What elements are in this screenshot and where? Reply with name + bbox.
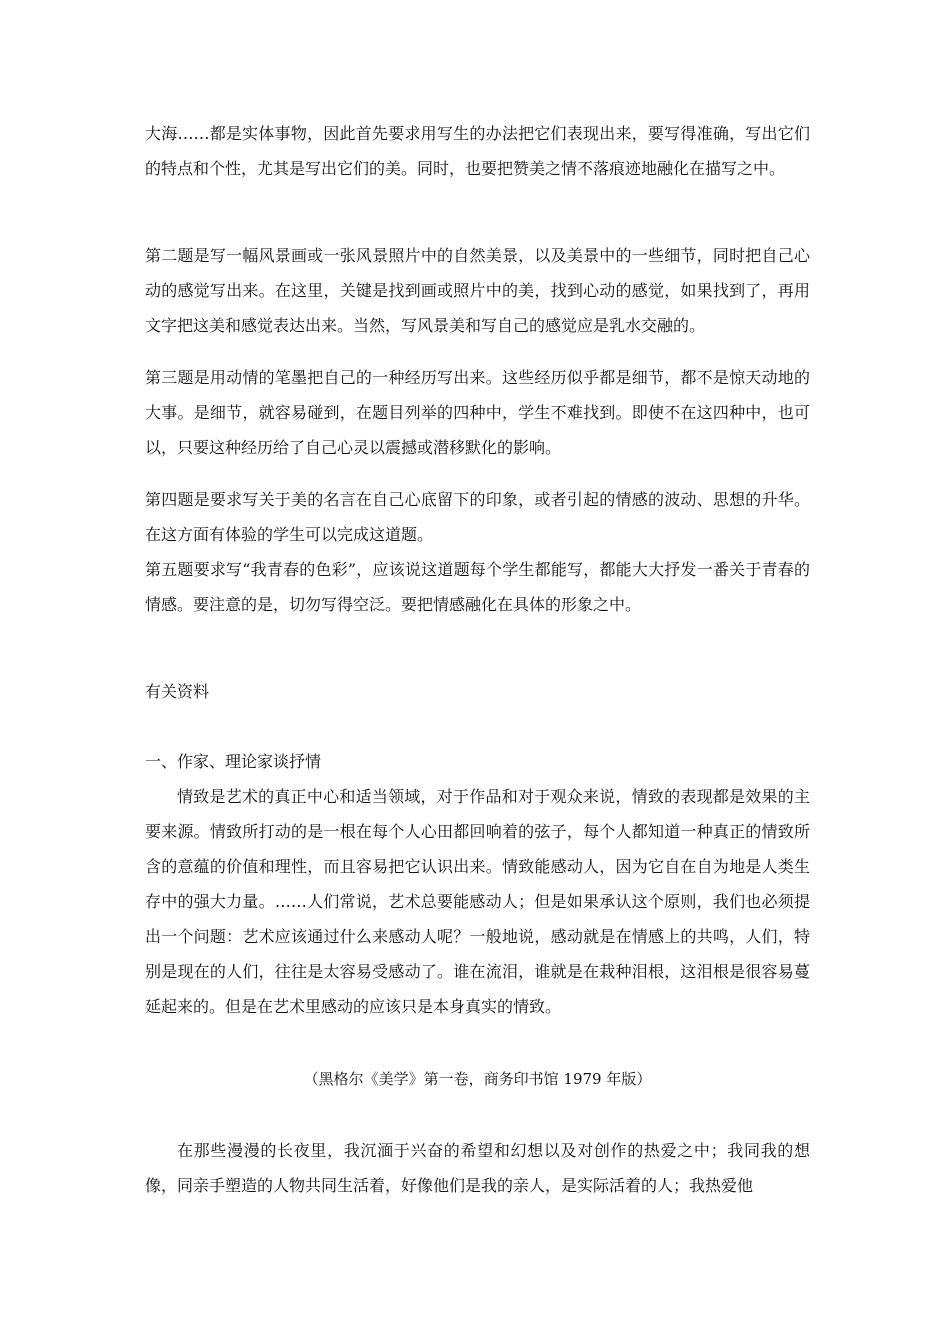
paragraph-fourth-topic: 第四题是要求写关于美的名言在自己心底留下的印象，或者引起的情感的波动、思想的升华。在这方面有体验的学生可以完成这道题。 <box>145 490 810 544</box>
section-title: 有关资料 <box>145 682 210 701</box>
quote-hegel-text: 情致是艺术的真正中心和适当领域，对于作品和对于观众来说，情致的表现都是效果的主要来源。情致所打动的是一根在每个人心田都回响着的弦子，每个人都知道一种真正的情致所含的意蕴的价值和理性，而且容易把它认识出来。情致能感动人，因为它自在自为地是人类生存中的强大力量。……人们常说，艺术总要能感动人；但是如果承认这个原则，我们也必须提出一个问题：艺术应该通过什么来感动人呢？一般地说，感动就是在情感上的共鸣，人们，特别是现在的人们，往往是太容易受感动了。谁在流泪，谁就是在栽种泪根，这泪根是很容易蔓延起来的。但是在艺术里感动的应该只是本身真实的情致。 <box>145 787 810 1016</box>
subsection-title: 一、作家、理论家谈抒情 <box>145 752 322 771</box>
paragraph-first-topic: 大海……都是实体事物，因此首先要求用写生的办法把它们表现出来，要写得准确，写出它们的特点和个性，尤其是写出它们的美。同时，也要把赞美之情不落痕迹地融化在描写之中。 <box>145 124 810 178</box>
paragraph-second-topic: 第二题是写一幅风景画或一张风景照片中的自然美景，以及美景中的一些细节，同时把自己心动的感觉写出来。在这里，关键是找到画或照片中的美，找到心动的感觉，如果找到了，再用文字把这美和感觉表达出来。当然，写风景美和写自己的感觉应是乳水交融的。 <box>145 246 810 335</box>
paragraph-fifth-topic: 第五题要求写“我青春的色彩”，应该说这道题每个学生都能写，都能大大抒发一番关于青春的情感。要注意的是，切勿写得空泛。要把情感融化在具体的形象之中。 <box>145 560 810 614</box>
quote-second-text: 在那些漫漫的长夜里，我沉湎于兴奋的希望和幻想以及对创作的热爱之中；我同我的想像，同亲手塑造的人物共同生活着，好像他们是我的亲人，是实际活着的人；我热爱他 <box>145 1141 810 1195</box>
paragraph-third-topic: 第三题是用动情的笔墨把自己的一种经历写出来。这些经历似乎都是细节，都不是惊天动地的大事。是细节，就容易碰到，在题目列举的四种中，学生不难找到。即使不在这四种中，也可以，只要这种经历给了自己心灵以震撼或潜移默化的影响。 <box>145 368 810 457</box>
quote-hegel-source: （黑格尔《美学》第一卷，商务印书馆 1979 年版） <box>303 1070 652 1088</box>
